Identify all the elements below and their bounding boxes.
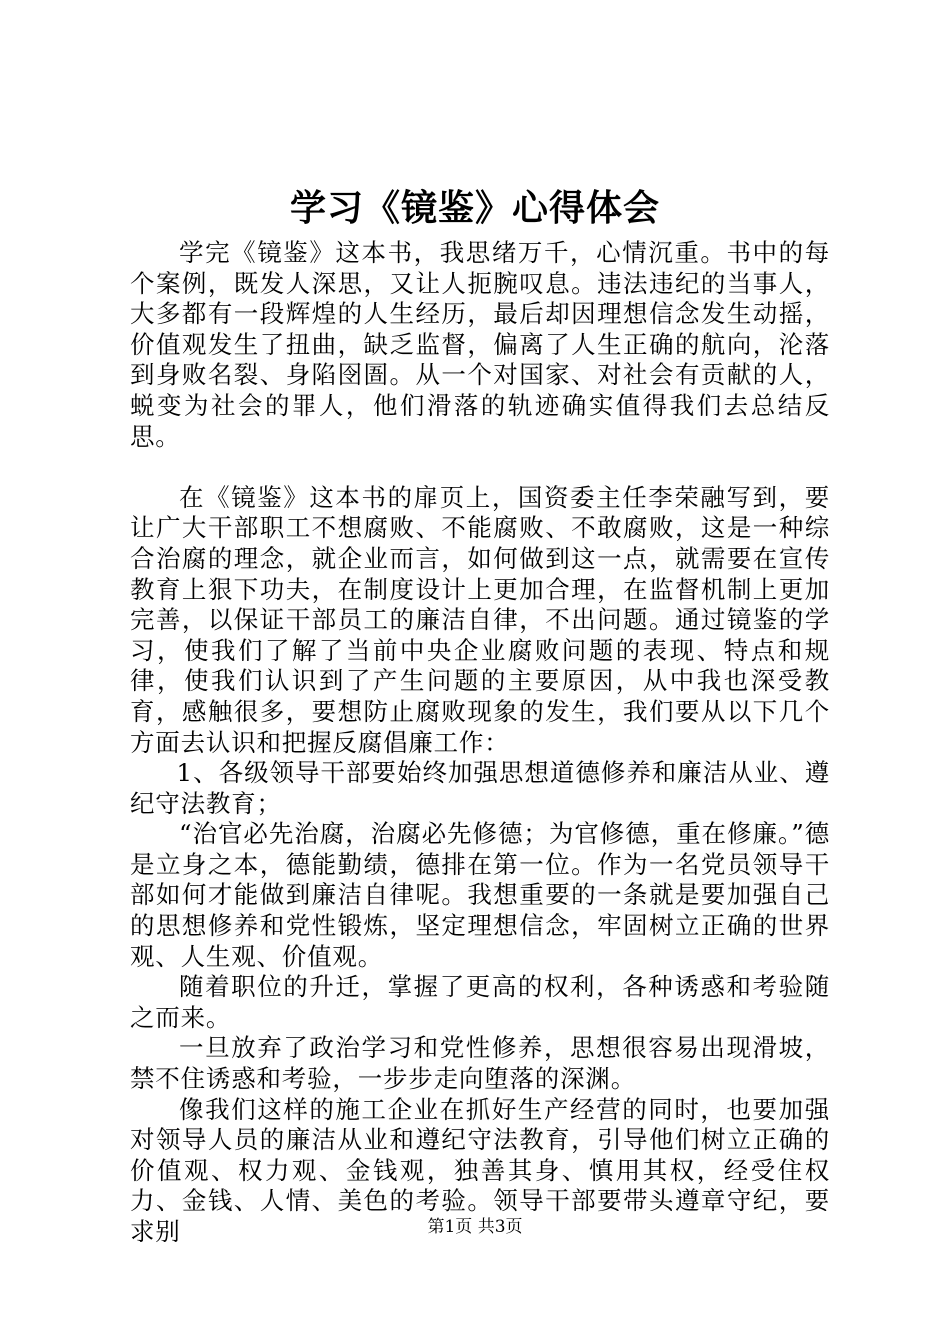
- paragraph-warning: 一旦放弃了政治学习和党性修养，思想很容易出现滑坡，禁不住诱惑和考验，一步步走向堕落的深渊。: [130, 1033, 830, 1094]
- paragraph-intro: 学完《镜鉴》这本书，我思绪万千，心情沉重。书中的每个案例，既发人深思，又让人扼腕叹息。违法违纪的当事人，大多都有一段辉煌的人生经历，最后却因理想信念发生动摇，价值观发生了扭曲，缺乏监督，偏离了人生正确的航向，沦落到身败名裂、身陷囹圄。从一个对国家、对社会有贡献的人，蜕变为社会的罪人，他们滑落的轨迹确实值得我们去总结反思。: [130, 238, 830, 451]
- document-body: [130, 238, 830, 1248]
- paragraph-preface: 在《镜鉴》这本书的扉页上，国资委主任李荣融写到，要让广大干部职工不想腐败、不能腐败、不敢腐败，这是一种综合治腐的理念，就企业而言，如何做到这一点，就需要在宣传教育上狠下功夫，在制度设计上更加合理，在监督机制上更加完善，以保证干部员工的廉洁自律，不出问题。通过镜鉴的学习，使我们了解了当前中央企业腐败问题的表现、特点和规律，使我们认识到了产生问题的主要原因，从中我也深受教育，感触很多，要想防止腐败现象的发生，我们要从以下几个方面去认识和把握反腐倡廉工作：: [130, 482, 830, 757]
- paragraph-point-1: 1、各级领导干部要始终加强思想道德修养和廉洁从业、遵纪守法教育；: [130, 758, 830, 818]
- paragraph-quote: “治官必先治腐，治腐必先修德；为官修德，重在修廉。”德是立身之本，德能勤绩，德排在第一位。作为一名党员领导干部如何才能做到廉洁自律呢。我想重要的一条就是要加强自己的思想修养和党性锻炼，坚定理想信念，牢固树立正确的世界观、人生观、价值观。: [130, 819, 830, 971]
- page-footer: 第1页 共3页: [427, 1217, 523, 1237]
- paragraph-enterprise: 像我们这样的施工企业在抓好生产经营的同时，也要加强对领导人员的廉洁从业和遵纪守法教育，引导他们树立正确的价值观、权力观、金钱观，独善其身、慎用其权，经受住权力、金钱、人情、美色的考验。领导干部要带头遵章守纪，要求别: [130, 1094, 830, 1246]
- paragraph-promotion: 随着职位的升迁，掌握了更高的权利，各种诱惑和考验随之而来。: [130, 972, 830, 1032]
- document-title: 学习《镜鉴》心得体会: [289, 187, 660, 229]
